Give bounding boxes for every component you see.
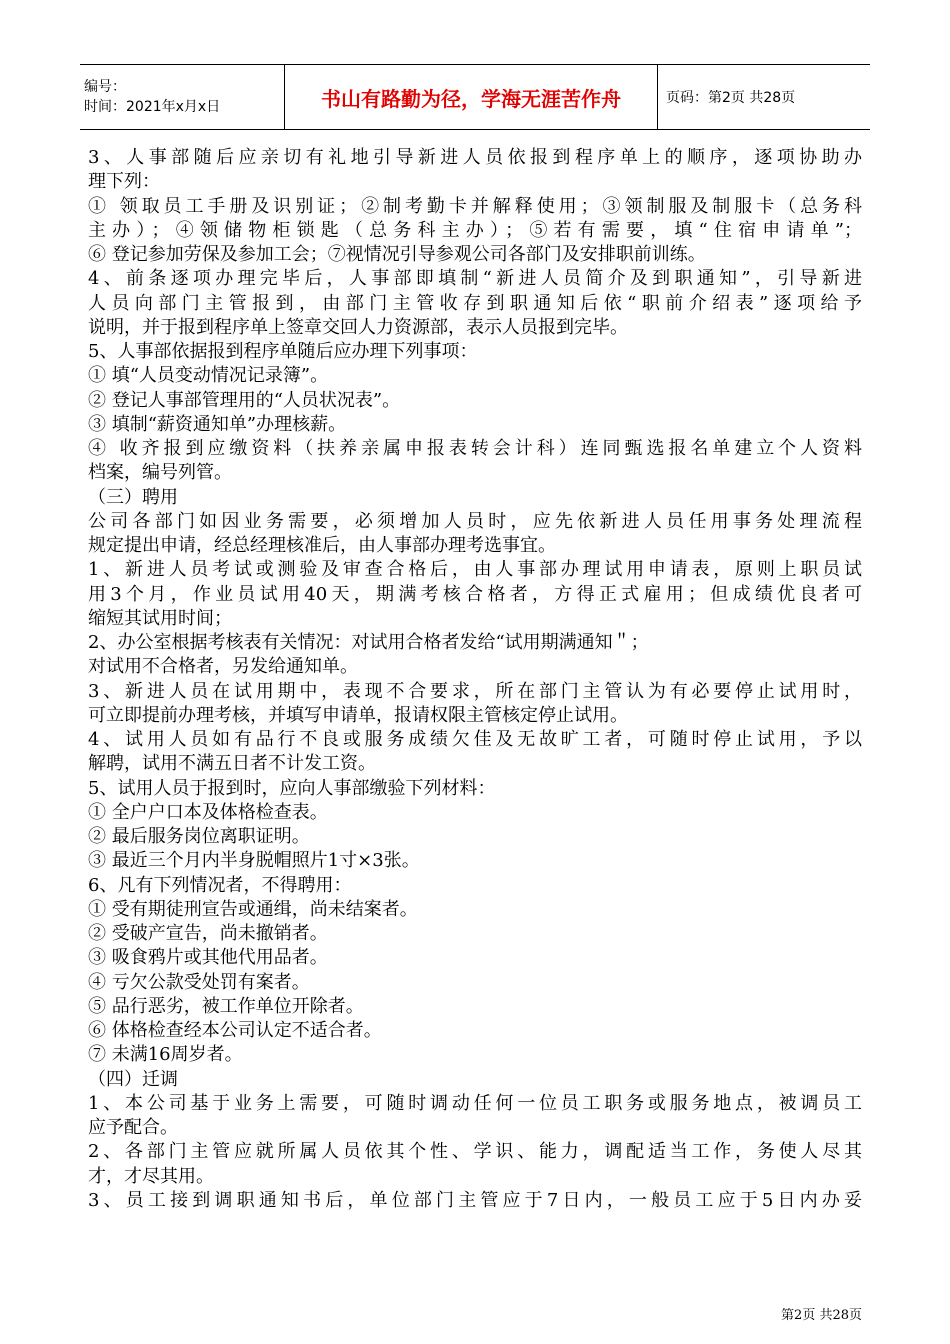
- body-line: 理下列：: [88, 171, 160, 193]
- body-line: 6、凡有下列情况者，不得聘用：: [88, 874, 352, 896]
- body-line: 1、新进人员考试或测验及审查合格后，由人事部办理试用申请表，原则上职员试: [88, 559, 862, 581]
- body-line: 2、办公室根据考核表有关情况：对试用合格者发给“试用期满通知＂；: [88, 632, 649, 653]
- body-line: ① 填“人员变动情况记录簿”。: [88, 365, 329, 387]
- body-line: 4、前条逐项办理完毕后，人事部即填制“新进人员简介及到职通知”，引导新进: [88, 268, 862, 290]
- body-line: ④ 收齐报到应缴资料（扶养亲属申报表转会计科）连同甄选报名单建立个人资料: [88, 438, 862, 459]
- page-header: [80, 64, 870, 130]
- body-line: 公司各部门如因业务需要，必须增加人员时，应先依新进人员任用事务处理流程: [88, 510, 862, 532]
- header-motto: 书山有路勤为径，学海无涯苦作舟: [284, 65, 658, 129]
- body-line: 用3个月，作业员试用40天，期满考核合格者，方得正式雇用；但成绩优良者可: [88, 583, 862, 605]
- body-line: 说明，并于报到程序单上签章交回人力资源部，表示人员报到完毕。: [88, 316, 628, 338]
- body-line: ③ 最近三个月内半身脱帽照片1寸×3张。: [88, 850, 420, 872]
- header-meta: [80, 65, 284, 129]
- header-page-number: 页码：第2页 共28页: [666, 90, 796, 106]
- body-line: ⑦ 未满16周岁者。: [88, 1044, 243, 1066]
- body-line: ① 全户户口本及体格检查表。: [88, 801, 328, 823]
- body-line: 3、人事部随后应亲切有礼地引导新进人员依报到程序单上的顺序，逐项协助办: [88, 147, 862, 168]
- footer-page-number: 第2页 共28页: [781, 1308, 862, 1323]
- body-line: （三）聘用: [88, 486, 178, 508]
- body-line: 应予配合。: [88, 1117, 178, 1138]
- body-line: ③ 吸食鸦片或其他代用品者。: [88, 947, 328, 969]
- body-line: 4、试用人员如有品行不良或服务成绩欠佳及无故旷工者，可随时停止试用，予以: [88, 729, 862, 750]
- body-line: 人员向部门主管报到，由部门主管收存到职通知后依“职前介绍表”逐项给予: [88, 292, 862, 314]
- body-line: ② 最后服务岗位离职证明。: [88, 826, 310, 847]
- body-line: ② 受破产宣告，尚未撤销者。: [88, 923, 328, 944]
- body-line: ⑥ 登记参加劳保及参加工会；⑦视情况引导参观公司各部门及安排职前训练。: [88, 244, 706, 265]
- document-number-label: 编号：: [84, 79, 126, 95]
- document-body: [88, 146, 862, 1213]
- body-line: 主办）；④领储物柜锁匙（总务科主办）；⑤若有需要，填“住宿申请单”；: [88, 219, 862, 241]
- body-line: 3、新进人员在试用期中，表现不合要求，所在部门主管认为有必要停止试用时，: [88, 680, 862, 702]
- body-line: 缩短其试用时间；: [88, 607, 232, 629]
- body-line: 5、人事部依据报到程序单随后应办理下列事项：: [88, 341, 478, 362]
- body-line: 1、本公司基于业务上需要，可随时调动任何一位员工职务或服务地点，被调员工: [88, 1092, 862, 1114]
- body-line: ④ 亏欠公款受处罚有案者。: [88, 971, 310, 993]
- body-line: ① 受有期徒刑宣告或通缉，尚未结案者。: [88, 898, 418, 920]
- body-line: ① 领取员工手册及识别证；②制考勤卡并解释使用；③领制服及制服卡（总务科: [88, 195, 862, 217]
- body-line: （四）迁调: [88, 1068, 178, 1090]
- body-line: 解聘，试用不满五日者不计发工资。: [88, 753, 376, 775]
- body-line: ② 登记人事部管理用的“人员状况表”。: [88, 389, 401, 411]
- document-date-label: 时间：2021年x月x日: [84, 99, 221, 115]
- body-line: 规定提出申请，经总经理核准后，由人事部办理考选事宜。: [88, 535, 556, 556]
- body-line: 3、员工接到调职通知书后，单位部门主管应于7日内，一般员工应于5日内办妥: [88, 1189, 862, 1211]
- body-line: ⑥ 体格检查经本公司认定不适合者。: [88, 1020, 382, 1041]
- body-line: 5、试用人员于报到时，应向人事部缴验下列材料：: [88, 777, 496, 799]
- body-line: 档案，编号列管。: [88, 462, 232, 484]
- body-line: 可立即提前办理考核，并填写申请单，报请权限主管核定停止试用。: [88, 704, 628, 726]
- body-line: ⑤ 品行恶劣，被工作单位开除者。: [88, 995, 364, 1017]
- body-line: 2、各部门主管应就所属人员依其个性、学识、能力，调配适当工作，务使人尽其: [88, 1141, 862, 1163]
- body-line: ③ 填制“薪资通知单”办理核薪。: [88, 413, 347, 435]
- body-line: 对试用不合格者，另发给通知单。: [88, 656, 358, 678]
- body-line: 才，才尽其用。: [88, 1165, 214, 1187]
